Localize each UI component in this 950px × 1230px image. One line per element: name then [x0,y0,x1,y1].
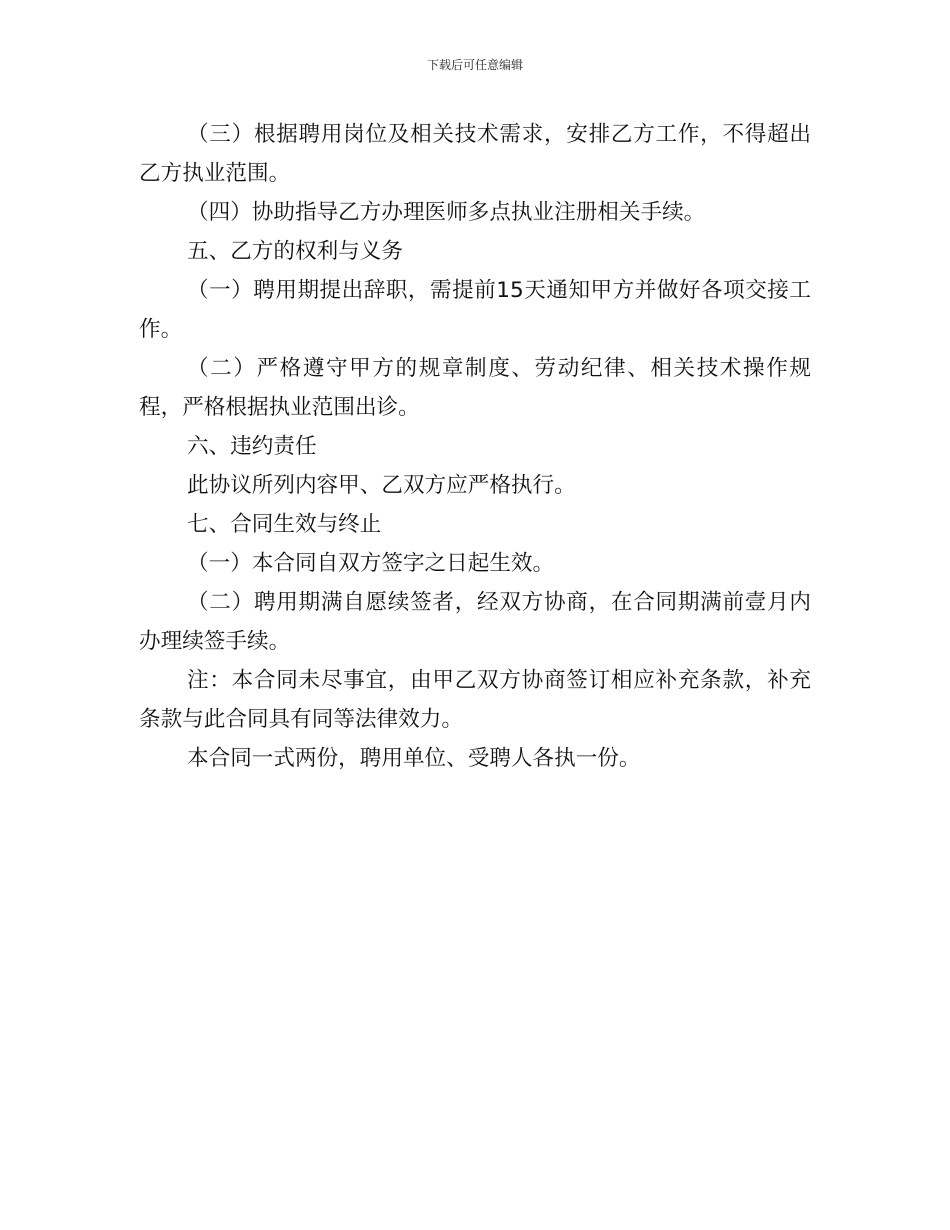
paragraph-clause-3: （三）根据聘用岗位及相关技术需求，安排乙方工作，不得超出乙方执业范围。 [139,122,811,186]
paragraph-effective: （一）本合同自双方签字之日起生效。 [187,551,555,576]
section-heading-5: 五、乙方的权利与义务 [187,239,403,264]
paragraph-renewal: （二）聘用期满自愿续签者，经双方协商，在合同期满前壹月内办理续签手续。 [139,590,811,654]
paragraph-clause-4: （四）协助指导乙方办理医师多点执业注册相关手续。 [187,200,706,225]
document-body [139,115,811,778]
page-header: 下载后可任意编辑 [426,58,523,72]
paragraph-breach: 此协议所列内容甲、乙双方应严格执行。 [187,473,576,498]
paragraph-copies: 本合同一式两份，聘用单位、受聘人各执一份。 [187,746,641,771]
section-heading-7: 七、合同生效与终止 [187,512,382,537]
section-heading-6: 六、违约责任 [187,434,317,459]
paragraph-note: 注：本合同未尽事宜，由甲乙双方协商签订相应补充条款，补充条款与此合同具有同等法律效力。 [139,668,811,732]
paragraph-compliance: （二）严格遵守甲方的规章制度、劳动纪律、相关技术操作规程，严格根据执业范围出诊。 [139,356,811,420]
paragraph-resignation: （一）聘用期提出辞职，需提前15天通知甲方并做好各项交接工作。 [139,278,811,342]
